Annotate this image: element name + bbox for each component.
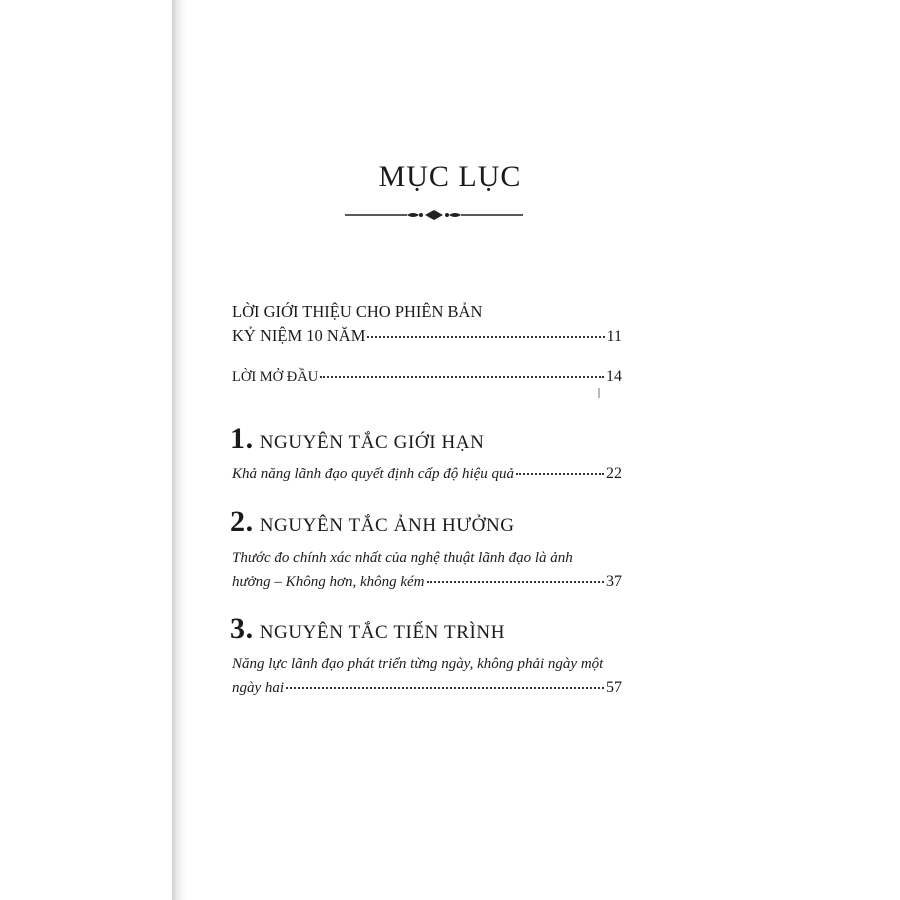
- leader-dots: [286, 686, 604, 689]
- chapter-subtitle-text-line1: Năng lực lãnh đạo phát triển từng ngày, không phải ngày một: [232, 656, 604, 672]
- leader-dots: [320, 375, 604, 378]
- leader-dots: [516, 472, 604, 475]
- chapter-number: 3.: [230, 612, 254, 645]
- leader-dots: [367, 335, 604, 338]
- chapter-subtitle-1[interactable]: [232, 465, 622, 483]
- chapter-subtitle-3[interactable]: [232, 656, 622, 697]
- chapter-name: NGUYÊN TẮC TIẾN TRÌNH: [259, 622, 506, 643]
- toc-entry-intro-10th[interactable]: [232, 302, 622, 346]
- toc-entry-title-line2: KỶ NIỆM 10 NĂM: [232, 326, 366, 345]
- page-number: 14: [606, 368, 622, 385]
- leader-dots: [427, 580, 604, 583]
- chapter-name: NGUYÊN TẮC GIỚI HẠN: [259, 432, 485, 453]
- chapter-heading-1[interactable]: [230, 422, 484, 456]
- page-number: 22: [606, 465, 622, 482]
- chapter-heading-2[interactable]: [230, 505, 515, 539]
- chapter-subtitle-text-line2: ngày hai: [232, 680, 285, 696]
- page-number: 57: [606, 679, 622, 696]
- chapter-heading-3[interactable]: [230, 612, 505, 646]
- page-number: 11: [606, 328, 622, 345]
- chapter-subtitle-2[interactable]: [232, 550, 622, 591]
- chapter-number: 1.: [230, 422, 254, 455]
- chapter-subtitle-text-line1: Thước đo chính xác nhất của nghệ thuật lãnh đạo là ảnh: [232, 550, 573, 566]
- toc-entry-title: LỜI MỞ ĐẦU: [232, 369, 319, 385]
- chapter-subtitle-text: Khả năng lãnh đạo quyết định cấp độ hiệu quả: [232, 466, 515, 482]
- scan-mark: [598, 388, 600, 398]
- page-number: 37: [606, 573, 622, 590]
- chapter-subtitle-text-line2: hưởng – Không hơn, không kém: [232, 574, 425, 590]
- page-title: MỤC LỤC: [378, 160, 522, 193]
- toc-entry-preface[interactable]: [232, 368, 622, 386]
- ornament-divider-icon: [345, 206, 523, 224]
- page-binding-shadow: [172, 0, 186, 900]
- chapter-name: NGUYÊN TẮC ẢNH HƯỞNG: [259, 515, 515, 536]
- chapter-number: 2.: [230, 505, 254, 538]
- toc-entry-title-line1: LỜI GIỚI THIỆU CHO PHIÊN BẢN: [232, 302, 483, 321]
